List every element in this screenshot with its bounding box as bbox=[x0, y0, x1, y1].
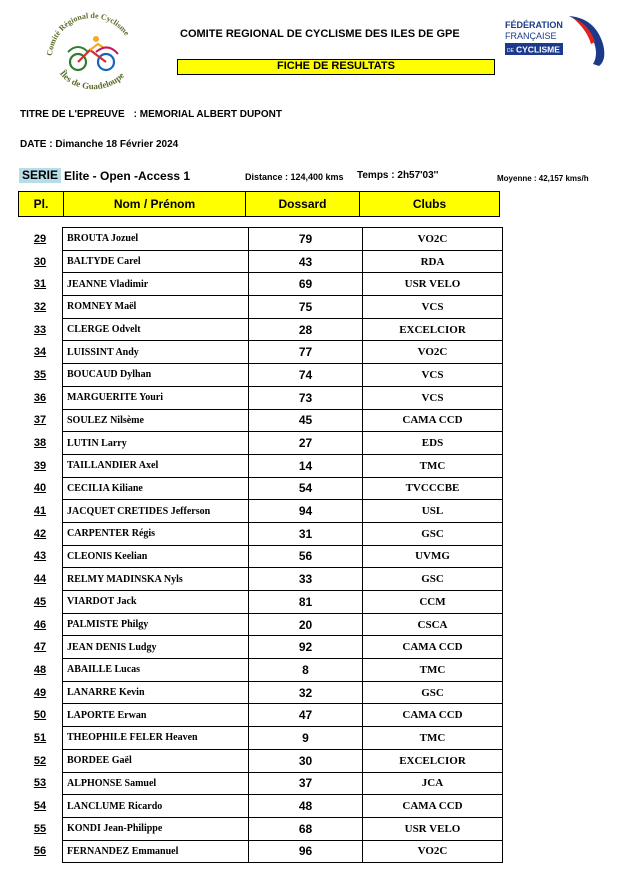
serie-label: SERIE bbox=[19, 168, 61, 183]
table-row bbox=[18, 704, 503, 727]
bib-number-cell: 56 bbox=[249, 545, 363, 568]
event-title-value: : MEMORIAL ALBERT DUPONT bbox=[133, 109, 282, 120]
results-header bbox=[18, 191, 500, 217]
table-row bbox=[18, 840, 503, 863]
club-cell: UVMG bbox=[363, 545, 503, 568]
rider-name-cell: RELMY MADINSKA Nyls bbox=[63, 568, 249, 591]
rider-name-cell: CLERGE Odvelt bbox=[63, 318, 249, 341]
table-row bbox=[18, 817, 503, 840]
bib-number-cell: 81 bbox=[249, 591, 363, 614]
club-cell: CAMA CCD bbox=[363, 636, 503, 659]
bib-number-cell: 45 bbox=[249, 409, 363, 432]
sheet-title: FICHE DE RESULTATS bbox=[177, 59, 495, 75]
place-cell: 56 bbox=[33, 845, 47, 858]
logo-text-bottom: Îles de Guadeloupe bbox=[57, 68, 127, 92]
logo-text-top: Comité Régional de Cyclisme bbox=[44, 12, 132, 57]
bib-number-cell: 77 bbox=[249, 341, 363, 364]
club-cell: CAMA CCD bbox=[363, 409, 503, 432]
table-row bbox=[18, 364, 503, 387]
club-cell: VCS bbox=[363, 364, 503, 387]
ffc-line3: CYCLISME bbox=[516, 44, 560, 55]
place-cell: 31 bbox=[33, 278, 47, 291]
rider-name-cell: THEOPHILE FELER Heaven bbox=[63, 727, 249, 750]
club-cell: EXCELCIOR bbox=[363, 749, 503, 772]
rider-name-cell: BALTYDE Carel bbox=[63, 250, 249, 273]
crc-guadeloupe-logo bbox=[38, 12, 146, 100]
cyclist-icon bbox=[68, 36, 118, 70]
place-cell: 29 bbox=[33, 232, 47, 245]
header-place: Pl. bbox=[19, 192, 64, 217]
table-row bbox=[18, 250, 503, 273]
place-cell: 44 bbox=[33, 573, 47, 586]
club-cell: RDA bbox=[363, 250, 503, 273]
place-cell: 48 bbox=[33, 663, 47, 676]
bib-number-cell: 37 bbox=[249, 772, 363, 795]
club-cell: CSCA bbox=[363, 613, 503, 636]
ffc-logo bbox=[503, 14, 608, 72]
club-cell: TMC bbox=[363, 659, 503, 682]
place-cell: 52 bbox=[33, 754, 47, 767]
club-cell: USR VELO bbox=[363, 817, 503, 840]
club-cell: TMC bbox=[363, 727, 503, 750]
bib-number-cell: 69 bbox=[249, 273, 363, 296]
table-row bbox=[18, 386, 503, 409]
table-row bbox=[18, 772, 503, 795]
bib-number-cell: 33 bbox=[249, 568, 363, 591]
place-cell: 47 bbox=[33, 641, 47, 654]
table-row bbox=[18, 591, 503, 614]
club-cell: GSC bbox=[363, 522, 503, 545]
bib-number-cell: 92 bbox=[249, 636, 363, 659]
ffc-line2: FRANÇAISE bbox=[505, 31, 557, 41]
rider-name-cell: PALMISTE Philgy bbox=[63, 613, 249, 636]
table-row bbox=[18, 477, 503, 500]
table-row bbox=[18, 296, 503, 319]
club-cell: GSC bbox=[363, 568, 503, 591]
race-time: Temps : 2h57'03'' bbox=[357, 170, 439, 181]
rider-name-cell: VIARDOT Jack bbox=[63, 591, 249, 614]
rider-name-cell: CARPENTER Régis bbox=[63, 522, 249, 545]
rider-name-cell: LUTIN Larry bbox=[63, 432, 249, 455]
club-cell: USR VELO bbox=[363, 273, 503, 296]
bib-number-cell: 47 bbox=[249, 704, 363, 727]
place-cell: 39 bbox=[33, 459, 47, 472]
table-row bbox=[18, 273, 503, 296]
rider-name-cell: ROMNEY Maël bbox=[63, 296, 249, 319]
race-distance: Distance : 124,400 kms bbox=[245, 172, 344, 182]
ffc-line1: FÉDÉRATION bbox=[505, 20, 563, 30]
place-cell: 50 bbox=[33, 709, 47, 722]
club-cell: USL bbox=[363, 500, 503, 523]
header-name: Nom / Prénom bbox=[64, 192, 246, 217]
table-row bbox=[18, 409, 503, 432]
ffc-prefix: DE bbox=[507, 48, 514, 54]
place-cell: 32 bbox=[33, 300, 47, 313]
svg-text:Comité Régional de Cyclisme bbox=[45, 12, 131, 56]
place-cell: 49 bbox=[33, 686, 47, 699]
table-row bbox=[18, 454, 503, 477]
place-cell: 34 bbox=[33, 346, 47, 359]
serie-name: Elite - Open -Access 1 bbox=[64, 169, 191, 183]
table-row bbox=[18, 727, 503, 750]
rider-name-cell: JEANNE Vladimir bbox=[63, 273, 249, 296]
place-cell: 53 bbox=[33, 777, 47, 790]
club-cell: VO2C bbox=[363, 228, 503, 251]
rider-name-cell: SOULEZ Nilsème bbox=[63, 409, 249, 432]
bib-number-cell: 79 bbox=[249, 228, 363, 251]
event-date: DATE : Dimanche 18 Février 2024 bbox=[20, 139, 179, 150]
rider-name-cell: LUISSINT Andy bbox=[63, 341, 249, 364]
table-row bbox=[18, 228, 503, 251]
club-cell: VCS bbox=[363, 386, 503, 409]
place-cell: 55 bbox=[33, 822, 47, 835]
bib-number-cell: 31 bbox=[249, 522, 363, 545]
bib-number-cell: 48 bbox=[249, 795, 363, 818]
bib-number-cell: 74 bbox=[249, 364, 363, 387]
rider-name-cell: LANCLUME Ricardo bbox=[63, 795, 249, 818]
place-cell: 41 bbox=[33, 505, 47, 518]
club-cell: GSC bbox=[363, 681, 503, 704]
bib-number-cell: 73 bbox=[249, 386, 363, 409]
bib-number-cell: 43 bbox=[249, 250, 363, 273]
bib-number-cell: 28 bbox=[249, 318, 363, 341]
table-row bbox=[18, 613, 503, 636]
club-cell: EDS bbox=[363, 432, 503, 455]
place-cell: 36 bbox=[33, 391, 47, 404]
club-cell: VCS bbox=[363, 296, 503, 319]
event-title-label: TITRE DE L'EPREUVE bbox=[20, 109, 125, 120]
rider-name-cell: LANARRE Kevin bbox=[63, 681, 249, 704]
place-cell: 30 bbox=[33, 255, 47, 268]
club-cell: EXCELCIOR bbox=[363, 318, 503, 341]
org-title: COMITE REGIONAL DE CYCLISME DES ILES DE GPE bbox=[180, 28, 460, 40]
place-cell: 33 bbox=[33, 323, 47, 336]
bib-number-cell: 94 bbox=[249, 500, 363, 523]
bib-number-cell: 32 bbox=[249, 681, 363, 704]
place-cell: 54 bbox=[33, 800, 47, 813]
place-cell: 45 bbox=[33, 595, 47, 608]
place-cell: 43 bbox=[33, 550, 47, 563]
table-row bbox=[18, 545, 503, 568]
bib-number-cell: 27 bbox=[249, 432, 363, 455]
header-club: Clubs bbox=[360, 192, 500, 217]
bib-number-cell: 20 bbox=[249, 613, 363, 636]
event-title-line bbox=[20, 109, 282, 120]
club-cell: CCM bbox=[363, 591, 503, 614]
rider-name-cell: TAILLANDIER Axel bbox=[63, 454, 249, 477]
bib-number-cell: 9 bbox=[249, 727, 363, 750]
rider-name-cell: FERNANDEZ Emmanuel bbox=[63, 840, 249, 863]
rider-name-cell: KONDI Jean-Philippe bbox=[63, 817, 249, 840]
rider-name-cell: CECILIA Kiliane bbox=[63, 477, 249, 500]
table-row bbox=[18, 681, 503, 704]
table-row bbox=[18, 749, 503, 772]
rider-name-cell: CLEONIS Keelian bbox=[63, 545, 249, 568]
place-cell: 40 bbox=[33, 482, 47, 495]
place-cell: 42 bbox=[33, 527, 47, 540]
place-cell: 51 bbox=[33, 731, 47, 744]
place-cell: 37 bbox=[33, 414, 47, 427]
table-row bbox=[18, 636, 503, 659]
bib-number-cell: 68 bbox=[249, 817, 363, 840]
rider-name-cell: ALPHONSE Samuel bbox=[63, 772, 249, 795]
table-row bbox=[18, 318, 503, 341]
table-row bbox=[18, 432, 503, 455]
club-cell: CAMA CCD bbox=[363, 704, 503, 727]
place-cell: 35 bbox=[33, 368, 47, 381]
results-table bbox=[18, 227, 503, 863]
club-cell: TMC bbox=[363, 454, 503, 477]
rider-name-cell: JEAN DENIS Ludgy bbox=[63, 636, 249, 659]
bib-number-cell: 8 bbox=[249, 659, 363, 682]
table-row bbox=[18, 795, 503, 818]
bib-number-cell: 96 bbox=[249, 840, 363, 863]
table-row bbox=[18, 522, 503, 545]
table-row bbox=[18, 659, 503, 682]
table-row bbox=[18, 341, 503, 364]
table-row bbox=[18, 568, 503, 591]
svg-text:Îles de Guadeloupe bbox=[58, 68, 126, 91]
rider-name-cell: BROUTA Jozuel bbox=[63, 228, 249, 251]
bib-number-cell: 54 bbox=[249, 477, 363, 500]
header-bib: Dossard bbox=[246, 192, 360, 217]
rider-name-cell: BORDEE Gaël bbox=[63, 749, 249, 772]
club-cell: VO2C bbox=[363, 341, 503, 364]
rider-name-cell: LAPORTE Erwan bbox=[63, 704, 249, 727]
race-average-speed: Moyenne : 42,157 kms/h bbox=[497, 174, 589, 183]
club-cell: CAMA CCD bbox=[363, 795, 503, 818]
bib-number-cell: 75 bbox=[249, 296, 363, 319]
club-cell: JCA bbox=[363, 772, 503, 795]
rider-name-cell: ABAILLE Lucas bbox=[63, 659, 249, 682]
bib-number-cell: 30 bbox=[249, 749, 363, 772]
rider-name-cell: JACQUET CRETIDES Jefferson bbox=[63, 500, 249, 523]
table-row bbox=[18, 500, 503, 523]
place-cell: 46 bbox=[33, 618, 47, 631]
rider-name-cell: BOUCAUD Dylhan bbox=[63, 364, 249, 387]
club-cell: VO2C bbox=[363, 840, 503, 863]
club-cell: TVCCCBE bbox=[363, 477, 503, 500]
bib-number-cell: 14 bbox=[249, 454, 363, 477]
rider-name-cell: MARGUERITE Youri bbox=[63, 386, 249, 409]
place-cell: 38 bbox=[33, 437, 47, 450]
